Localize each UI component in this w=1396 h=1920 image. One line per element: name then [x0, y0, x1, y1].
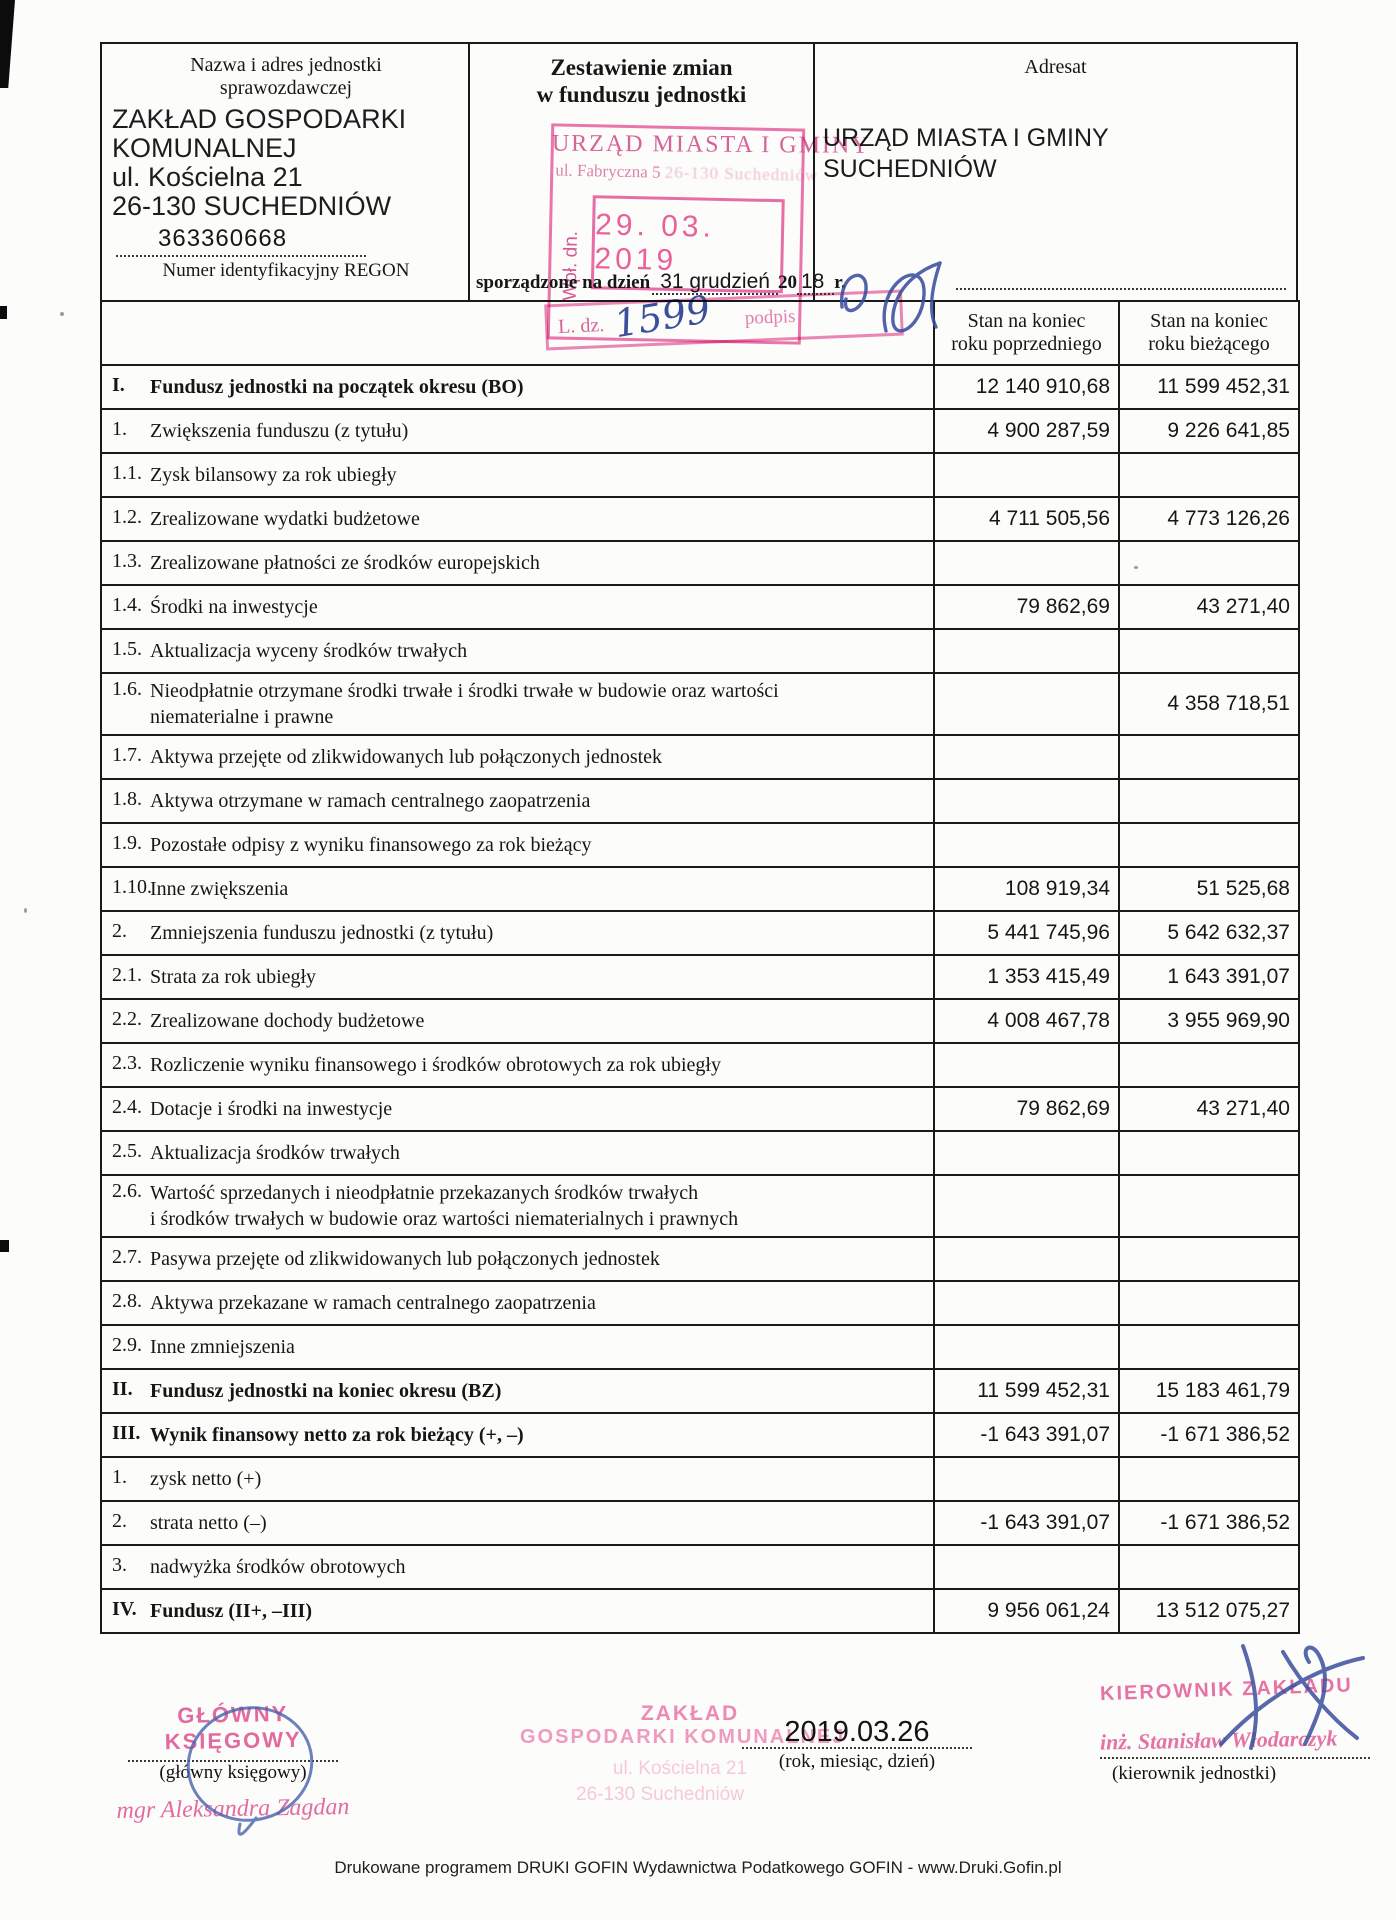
value-prev-year: [934, 1325, 1119, 1369]
prepared-label: sporządzone na dzień: [476, 272, 651, 293]
row-number: 1.4.: [112, 594, 142, 616]
row-number: 2.4.: [112, 1096, 142, 1118]
prepared-on-line: [476, 270, 846, 294]
value-curr-year: 9 226 641,85: [1119, 409, 1299, 453]
value-curr-year: [1119, 1175, 1299, 1237]
value-prev-year: 4 008 467,78: [934, 999, 1119, 1043]
prepared-date-block: [742, 1716, 972, 1773]
value-curr-year: [1119, 1545, 1299, 1589]
row-label: nadwyżka środków obrotowych: [150, 1556, 406, 1578]
fund-changes-table: [100, 300, 1300, 1634]
row-label-cell: [101, 867, 934, 911]
row-label-cell: [101, 1131, 934, 1175]
row-label: zysk netto (+): [150, 1468, 262, 1490]
chief-accountant-name-stamp: mgr Aleksandra Zagdan: [116, 1793, 350, 1825]
table-row: [101, 867, 1299, 911]
unit-city: 26-130 SUCHEDNIÓW: [112, 191, 392, 221]
curr-year-column-header: [1119, 301, 1299, 365]
col-header-line: roku bieżącego: [1148, 333, 1270, 355]
caption-line: sprawozdawczej: [219, 77, 353, 99]
row-label: strata netto (–): [150, 1512, 267, 1534]
table-row: [101, 585, 1299, 629]
value-prev-year: [934, 453, 1119, 497]
value-prev-year: 5 441 745,96: [934, 911, 1119, 955]
prepared-suffix: r.: [834, 272, 846, 293]
value-prev-year: 79 862,69: [934, 585, 1119, 629]
value-prev-year: [934, 823, 1119, 867]
received-stamp-org: URZĄD MIASTA I GMINY: [551, 130, 871, 159]
scan-speck: [24, 908, 27, 913]
table-row: [101, 1589, 1299, 1633]
value-curr-year: [1119, 1325, 1299, 1369]
form-title-line: Zestawienie zmian: [550, 55, 733, 80]
value-prev-year: 4 711 505,56: [934, 497, 1119, 541]
row-label: Aktywa przekazane w ramach centralnego zaopatrzenia: [150, 1292, 596, 1314]
value-curr-year: 1 643 391,07: [1119, 955, 1299, 999]
table-row: [101, 1369, 1299, 1413]
row-label-cell: [101, 779, 934, 823]
addressee-dotted-line: [956, 288, 1286, 290]
row-label: Fundusz (II+, –III): [150, 1600, 313, 1622]
value-prev-year: [934, 779, 1119, 823]
unit-stamp-line2: GOSPODARKI KOMUNALNEJ: [520, 1726, 846, 1748]
value-curr-year: 51 525,68: [1119, 867, 1299, 911]
row-number: 1.5.: [112, 638, 142, 660]
table-row: [101, 673, 1299, 735]
row-number: 1.1.: [112, 462, 142, 484]
value-prev-year: [934, 1175, 1119, 1237]
value-curr-year: 3 955 969,90: [1119, 999, 1299, 1043]
chief-accountant-caption: (główny księgowy): [159, 1762, 307, 1783]
table-row: [101, 409, 1299, 453]
prepared-date-value: 31 grudzień: [652, 270, 778, 295]
col-header-line: Stan na koniec: [967, 310, 1086, 332]
scan-edge-artifact: [0, 306, 7, 319]
table-row: [101, 1175, 1299, 1237]
row-label-cell: [101, 453, 934, 497]
row-label: Aktywa przejęte od zlikwidowanych lub połączonych jednostek: [150, 746, 663, 768]
value-curr-year: [1119, 735, 1299, 779]
table-row: [101, 823, 1299, 867]
value-prev-year: [934, 541, 1119, 585]
value-curr-year: 11 599 452,31: [1119, 365, 1299, 409]
row-number: 2.1.: [112, 964, 142, 986]
table-row: [101, 955, 1299, 999]
row-number: 1.6.: [112, 678, 142, 700]
table-row: [101, 365, 1299, 409]
value-prev-year: [934, 629, 1119, 673]
unit-manager-caption: (kierownik jednostki): [1112, 1763, 1277, 1784]
row-label-cell: [101, 1413, 934, 1457]
row-number: II.: [112, 1378, 133, 1400]
value-curr-year: [1119, 1281, 1299, 1325]
table-row: [101, 1545, 1299, 1589]
value-curr-year: 5 642 632,37: [1119, 911, 1299, 955]
row-number: 2.2.: [112, 1008, 142, 1030]
addressee-name: [823, 123, 1296, 185]
row-label-cell: [101, 1237, 934, 1281]
value-prev-year: 108 919,34: [934, 867, 1119, 911]
value-curr-year: [1119, 629, 1299, 673]
row-label: Rozliczenie wyniku finansowego i środków obrotowych za rok ubiegły: [150, 1054, 721, 1076]
row-label: Fundusz jednostki na początek okresu (BO): [150, 376, 524, 398]
form-sheet: [100, 42, 1298, 1634]
table-row: [101, 779, 1299, 823]
row-label-cell: [101, 1545, 934, 1589]
scan-speck: [60, 312, 64, 316]
unit-name-line: ZAKŁAD GOSPODARKI: [112, 104, 407, 134]
row-number: 1.3.: [112, 550, 142, 572]
signature-date-value: 2019.03.26: [784, 1716, 930, 1748]
table-row: [101, 1131, 1299, 1175]
table-row: [101, 541, 1299, 585]
table-row: [101, 1087, 1299, 1131]
row-label-cell: [101, 497, 934, 541]
row-number: 2.5.: [112, 1140, 142, 1162]
value-prev-year: -1 643 391,07: [934, 1413, 1119, 1457]
row-label: Strata za rok ubiegły: [150, 966, 317, 988]
row-number: 1.10.: [112, 876, 152, 898]
value-prev-year: [934, 1281, 1119, 1325]
row-label: Inne zwiększenia: [150, 878, 289, 900]
row-label: Zwiększenia funduszu (z tytułu): [150, 420, 409, 442]
row-label: Inne zmniejszenia: [150, 1336, 295, 1358]
row-number: 2.7.: [112, 1246, 142, 1268]
row-label: Nieodpłatnie otrzymane środki trwałe i środki trwałe w budowie oraz wartości niematerialne i prawne: [150, 680, 779, 728]
row-label-cell: [101, 1087, 934, 1131]
value-curr-year: 13 512 075,27: [1119, 1589, 1299, 1633]
row-label: Zysk bilansowy za rok ubiegły: [150, 464, 397, 486]
addressee-box: [815, 44, 1296, 300]
empty-header-cell: [101, 301, 934, 365]
row-label-cell: [101, 1501, 934, 1545]
value-prev-year: [934, 1043, 1119, 1087]
row-label: Aktywa otrzymane w ramach centralnego zaopatrzenia: [150, 790, 591, 812]
value-prev-year: 11 599 452,31: [934, 1369, 1119, 1413]
value-curr-year: [1119, 779, 1299, 823]
table-row: [101, 911, 1299, 955]
unit-name-line: KOMUNALNEJ: [112, 133, 297, 163]
statement-title-box: [470, 44, 846, 300]
table-row: [101, 629, 1299, 673]
row-label: Dotacje i środki na inwestycje: [150, 1098, 393, 1120]
unit-stamp-line3: ul. Kościelna 21: [612, 1758, 748, 1779]
row-label-cell: [101, 365, 934, 409]
table-row: [101, 497, 1299, 541]
value-prev-year: [934, 1237, 1119, 1281]
row-number: 2.: [112, 1510, 127, 1532]
regon-dotted-line: [116, 255, 366, 257]
col-header-line: Stan na koniec: [1150, 310, 1268, 332]
row-number: III.: [112, 1422, 141, 1444]
row-number: 2.9.: [112, 1334, 142, 1356]
signature-label: podpis: [744, 306, 796, 330]
row-number: 2.3.: [112, 1052, 142, 1074]
value-prev-year: [934, 1457, 1119, 1501]
value-curr-year: -1 671 386,52: [1119, 1501, 1299, 1545]
row-number: 2.: [112, 920, 127, 942]
row-label-cell: [101, 541, 934, 585]
table-row: [101, 1043, 1299, 1087]
row-number: 1.: [112, 1466, 127, 1488]
handwritten-reference-number: 1599: [610, 286, 714, 347]
row-label-cell: [101, 1175, 934, 1237]
form-title: [470, 54, 813, 108]
reference-label: L. dz.: [557, 313, 605, 338]
value-curr-year: [1119, 1043, 1299, 1087]
row-label-cell: [101, 911, 934, 955]
value-prev-year: 12 140 910,68: [934, 365, 1119, 409]
regon-number: 363360668: [158, 225, 288, 252]
fund-table-body: [101, 365, 1299, 1633]
scan-edge-artifact: [0, 1240, 9, 1252]
value-curr-year: 4 358 718,51: [1119, 673, 1299, 735]
scan-corner-artifact: [0, 0, 15, 88]
unit-stamp-line4: 26-130 Suchedniów: [576, 1784, 744, 1805]
row-label-cell: [101, 1043, 934, 1087]
date-caption: (rok, miesiąc, dzień): [778, 1751, 936, 1772]
regon-caption: Numer identyfikacyjny REGON: [162, 260, 410, 281]
addressee-line: SUCHEDNIÓW: [823, 155, 997, 183]
prepared-year-value: 18: [797, 270, 834, 295]
row-number: 1.9.: [112, 832, 142, 854]
row-label-cell: [101, 1281, 934, 1325]
table-row: [101, 999, 1299, 1043]
row-label-cell: [101, 999, 934, 1043]
row-number: 2.8.: [112, 1290, 142, 1312]
addressee-line: URZĄD MIASTA I GMINY: [823, 124, 1109, 152]
row-label-cell: [101, 823, 934, 867]
value-curr-year: [1119, 823, 1299, 867]
value-prev-year: [934, 673, 1119, 735]
table-row: [101, 1501, 1299, 1545]
received-date-value: 29. 03. 2019: [594, 208, 716, 278]
value-curr-year: 15 183 461,79: [1119, 1369, 1299, 1413]
row-label: Aktualizacja wyceny środków trwałych: [150, 640, 468, 662]
row-label-cell: [101, 585, 934, 629]
row-number: 1.8.: [112, 788, 142, 810]
row-number: 2.6.: [112, 1180, 142, 1202]
row-label: Fundusz jednostki na koniec okresu (BZ): [150, 1380, 502, 1402]
table-row: [101, 1237, 1299, 1281]
row-label: Zrealizowane płatności ze środków europejskich: [150, 552, 540, 574]
received-date-label: Wpł. dn.: [559, 230, 583, 301]
table-row: [101, 453, 1299, 497]
value-curr-year: [1119, 1237, 1299, 1281]
unit-stamp-line1: ZAKŁAD: [640, 1702, 740, 1725]
row-label: Wynik finansowy netto za rok bieżący (+, –): [150, 1424, 524, 1446]
prepared-century: 20: [777, 272, 797, 293]
table-row: [101, 1413, 1299, 1457]
addressee-caption: Adresat: [1024, 56, 1087, 78]
unit-manager-name-stamp: inż. Stanisław Włodarczyk: [1099, 1725, 1338, 1755]
row-label: Zrealizowane dochody budżetowe: [150, 1010, 425, 1032]
caption-line: Nazwa i adres jednostki: [190, 54, 382, 76]
row-label-cell: [101, 1369, 934, 1413]
value-curr-year: 4 773 126,26: [1119, 497, 1299, 541]
table-row: [101, 1281, 1299, 1325]
chief-accountant-stamp-title: GŁÓWNY KSIĘGOWY: [164, 1701, 302, 1755]
row-label-cell: [101, 629, 934, 673]
value-prev-year: [934, 1545, 1119, 1589]
row-number: I.: [112, 374, 125, 396]
row-label: Środki na inwestycje: [150, 596, 318, 618]
row-number: 1.: [112, 418, 127, 440]
value-prev-year: 9 956 061,24: [934, 1589, 1119, 1633]
value-prev-year: [934, 1131, 1119, 1175]
received-stamp-street: ul. Fabryczna 5: [555, 160, 661, 182]
reporting-unit-caption: [112, 54, 460, 100]
chief-accountant-signature-block: [108, 1702, 358, 1823]
value-prev-year: -1 643 391,07: [934, 1501, 1119, 1545]
table-row: [101, 1457, 1299, 1501]
value-curr-year: 43 271,40: [1119, 1087, 1299, 1131]
reporting-unit-box: [102, 44, 470, 300]
row-number: IV.: [112, 1598, 137, 1620]
prev-year-column-header: [934, 301, 1119, 365]
row-label: Zrealizowane wydatki budżetowe: [150, 508, 420, 530]
value-curr-year: [1119, 453, 1299, 497]
row-label: Pasywa przejęte od zlikwidowanych lub połączonych jednostek: [150, 1248, 660, 1270]
row-label: Pozostałe odpisy z wyniku finansowego za rok bieżący: [150, 834, 592, 856]
row-number: 3.: [112, 1554, 127, 1576]
value-curr-year: -1 671 386,52: [1119, 1413, 1299, 1457]
value-prev-year: [934, 735, 1119, 779]
unit-name-address: [112, 105, 460, 221]
row-number: 1.2.: [112, 506, 142, 528]
value-curr-year: [1119, 541, 1299, 585]
row-label: Wartość sprzedanych i nieodpłatnie przekazanych środków trwałych i środków trwałych w budowie oraz wartości niematerialnych i prawnych: [150, 1182, 739, 1230]
unit-street: ul. Kościelna 21: [112, 162, 303, 192]
value-curr-year: 43 271,40: [1119, 585, 1299, 629]
row-label-cell: [101, 409, 934, 453]
received-stamp-city: 26-130 Suchedniów: [664, 162, 819, 185]
table-header-row: [101, 301, 1299, 365]
unit-manager-stamp-title: KIEROWNIK ZAKŁADU: [1099, 1674, 1354, 1706]
col-header-line: roku poprzedniego: [951, 333, 1102, 355]
print-program-footer: Drukowane programem DRUKI GOFIN Wydawnictwa Podatkowego GOFIN - www.Druki.Gofin.pl: [334, 1858, 1062, 1877]
value-prev-year: 4 900 287,59: [934, 409, 1119, 453]
row-label-cell: [101, 673, 934, 735]
value-prev-year: 1 353 415,49: [934, 955, 1119, 999]
row-label-cell: [101, 1457, 934, 1501]
value-curr-year: [1119, 1457, 1299, 1501]
value-curr-year: [1119, 1131, 1299, 1175]
form-header: [100, 42, 1298, 300]
row-label-cell: [101, 1325, 934, 1369]
table-row: [101, 1325, 1299, 1369]
value-prev-year: 79 862,69: [934, 1087, 1119, 1131]
row-label-cell: [101, 955, 934, 999]
unit-manager-signature-block: [1099, 1674, 1396, 1785]
row-number: 1.7.: [112, 744, 142, 766]
form-title-line: w funduszu jednostki: [536, 82, 747, 107]
table-row: [101, 735, 1299, 779]
row-label: Zmniejszenia funduszu jednostki (z tytułu): [150, 922, 494, 944]
row-label-cell: [101, 735, 934, 779]
signature-dotted-line: [1100, 1757, 1370, 1759]
row-label: Aktualizacja środków trwałych: [150, 1142, 400, 1164]
row-label-cell: [101, 1589, 934, 1633]
